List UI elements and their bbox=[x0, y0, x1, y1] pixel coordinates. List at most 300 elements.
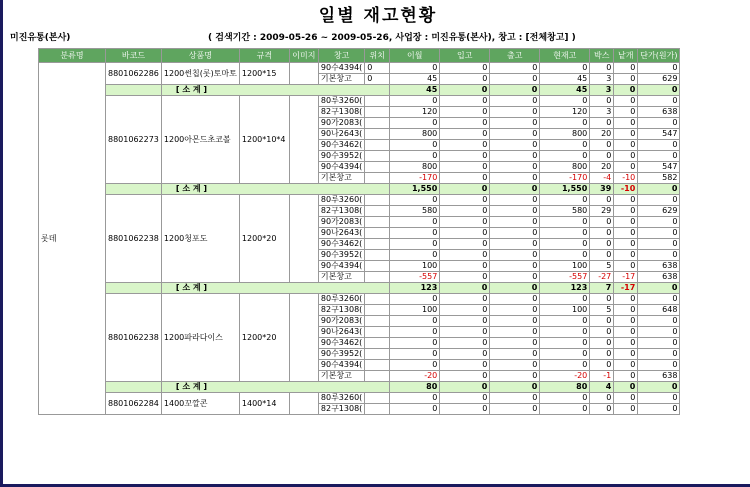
stock-cell: 0 bbox=[540, 140, 590, 151]
subtotal-row[interactable] bbox=[39, 184, 680, 195]
location-cell bbox=[365, 305, 390, 316]
table-row[interactable] bbox=[39, 294, 680, 305]
out-cell: 0 bbox=[490, 228, 540, 239]
warehouse-cell: 90가2083( bbox=[318, 316, 364, 327]
column-header[interactable]: 출고 bbox=[490, 49, 540, 63]
pcs-cell: 0 bbox=[614, 349, 638, 360]
column-header[interactable]: 상품명 bbox=[161, 49, 239, 63]
column-header[interactable]: 현재고 bbox=[540, 49, 590, 63]
stock-cell: 800 bbox=[540, 162, 590, 173]
subtotal-price-cell: 0 bbox=[638, 382, 680, 393]
stock-cell: 0 bbox=[540, 360, 590, 371]
report-title: 일별 재고현황 bbox=[318, 6, 438, 26]
stock-cell: 0 bbox=[540, 294, 590, 305]
out-cell: 0 bbox=[490, 316, 540, 327]
warehouse-cell: 82구1308( bbox=[318, 107, 364, 118]
stock-cell: 120 bbox=[540, 107, 590, 118]
column-header[interactable]: 이월 bbox=[390, 49, 440, 63]
in-cell: 0 bbox=[440, 305, 490, 316]
pcs-cell: 0 bbox=[614, 74, 638, 85]
subtotal-out-cell: 0 bbox=[490, 382, 540, 393]
carry-cell: 0 bbox=[390, 393, 440, 404]
subtotal-pcs-cell: -17 bbox=[614, 283, 638, 294]
carry-cell: 0 bbox=[390, 327, 440, 338]
location-cell bbox=[365, 239, 390, 250]
location-cell bbox=[365, 173, 390, 184]
stock-cell: 0 bbox=[540, 118, 590, 129]
in-cell: 0 bbox=[440, 294, 490, 305]
box-cell: 0 bbox=[590, 404, 614, 415]
location-cell bbox=[365, 151, 390, 162]
price-cell: 0 bbox=[638, 316, 680, 327]
carry-cell: 0 bbox=[390, 360, 440, 371]
warehouse-cell: 기본창고 bbox=[318, 371, 364, 382]
location-cell bbox=[365, 349, 390, 360]
warehouse-cell: 90수4394( bbox=[318, 261, 364, 272]
out-cell: 0 bbox=[490, 272, 540, 283]
location-cell bbox=[365, 316, 390, 327]
in-cell: 0 bbox=[440, 239, 490, 250]
image-cell bbox=[289, 96, 318, 184]
location-cell bbox=[365, 327, 390, 338]
warehouse-cell: 기본창고 bbox=[318, 272, 364, 283]
product-name-cell: 1200파라다이스 bbox=[161, 294, 239, 382]
price-cell: 648 bbox=[638, 305, 680, 316]
pcs-cell: 0 bbox=[614, 305, 638, 316]
subtotal-in-cell: 0 bbox=[440, 283, 490, 294]
price-cell: 0 bbox=[638, 327, 680, 338]
subtotal-in-cell: 0 bbox=[440, 85, 490, 96]
box-cell: 0 bbox=[590, 151, 614, 162]
spec-cell: 1200*20 bbox=[239, 294, 289, 382]
in-cell: 0 bbox=[440, 371, 490, 382]
barcode-cell bbox=[106, 283, 162, 294]
in-cell: 0 bbox=[440, 338, 490, 349]
out-cell: 0 bbox=[490, 151, 540, 162]
price-cell: 0 bbox=[638, 195, 680, 206]
in-cell: 0 bbox=[440, 162, 490, 173]
box-cell: 0 bbox=[590, 195, 614, 206]
barcode-cell: 8801062284 bbox=[106, 393, 162, 415]
price-cell: 0 bbox=[638, 217, 680, 228]
box-cell: 29 bbox=[590, 206, 614, 217]
price-cell: 629 bbox=[638, 74, 680, 85]
pcs-cell: 0 bbox=[614, 327, 638, 338]
warehouse-cell: 90수3952( bbox=[318, 349, 364, 360]
warehouse-cell: 90수4394( bbox=[318, 360, 364, 371]
box-cell: -27 bbox=[590, 272, 614, 283]
out-cell: 0 bbox=[490, 206, 540, 217]
in-cell: 0 bbox=[440, 228, 490, 239]
column-header[interactable]: 창고 bbox=[318, 49, 364, 63]
in-cell: 0 bbox=[440, 151, 490, 162]
stock-cell: 0 bbox=[540, 327, 590, 338]
location-cell: 0 bbox=[365, 74, 390, 85]
pcs-cell: 0 bbox=[614, 151, 638, 162]
table-row[interactable] bbox=[39, 96, 680, 107]
search-conditions: ( 검색기간 : 2009-05-26 ~ 2009-05-26, 사업장 : 미진유통(본사), 창고 : [전체창고] ) bbox=[208, 33, 576, 43]
subtotal-box-cell: 7 bbox=[590, 283, 614, 294]
subtotal-out-cell: 0 bbox=[490, 184, 540, 195]
table-row[interactable] bbox=[39, 393, 680, 404]
box-cell: 5 bbox=[590, 261, 614, 272]
subtotal-row[interactable] bbox=[39, 283, 680, 294]
box-cell: 0 bbox=[590, 316, 614, 327]
price-cell: 629 bbox=[638, 206, 680, 217]
box-cell: 0 bbox=[590, 349, 614, 360]
box-cell: 0 bbox=[590, 118, 614, 129]
carry-cell: -557 bbox=[390, 272, 440, 283]
in-cell: 0 bbox=[440, 217, 490, 228]
pcs-cell: 0 bbox=[614, 261, 638, 272]
box-cell: 0 bbox=[590, 239, 614, 250]
subtotal-out-cell: 0 bbox=[490, 85, 540, 96]
pcs-cell: 0 bbox=[614, 316, 638, 327]
box-cell: -4 bbox=[590, 173, 614, 184]
table-row[interactable] bbox=[39, 195, 680, 206]
location-cell bbox=[365, 162, 390, 173]
subtotal-stock-cell: 45 bbox=[540, 85, 590, 96]
stock-cell: 580 bbox=[540, 206, 590, 217]
location-cell bbox=[365, 140, 390, 151]
subtotal-in-cell: 0 bbox=[440, 184, 490, 195]
price-cell: 0 bbox=[638, 151, 680, 162]
subtotal-label: [ 소 계 ] bbox=[161, 382, 389, 393]
box-cell: 0 bbox=[590, 338, 614, 349]
stock-cell: 0 bbox=[540, 151, 590, 162]
box-cell: 0 bbox=[590, 63, 614, 74]
warehouse-cell: 90수3952( bbox=[318, 151, 364, 162]
location-cell bbox=[365, 129, 390, 140]
subtotal-box-cell: 39 bbox=[590, 184, 614, 195]
location-cell bbox=[365, 118, 390, 129]
category-cell: 롯데 bbox=[39, 63, 106, 415]
stock-cell: -170 bbox=[540, 173, 590, 184]
price-cell: 582 bbox=[638, 173, 680, 184]
carry-cell: 580 bbox=[390, 206, 440, 217]
out-cell: 0 bbox=[490, 371, 540, 382]
image-cell bbox=[289, 63, 318, 85]
in-cell: 0 bbox=[440, 173, 490, 184]
carry-cell: 800 bbox=[390, 162, 440, 173]
barcode-cell bbox=[106, 382, 162, 393]
out-cell: 0 bbox=[490, 360, 540, 371]
column-header[interactable]: 바코드 bbox=[106, 49, 162, 63]
warehouse-cell: 90수3462( bbox=[318, 140, 364, 151]
table-row[interactable] bbox=[39, 63, 680, 74]
subtotal-row[interactable] bbox=[39, 382, 680, 393]
warehouse-cell: 90수3462( bbox=[318, 239, 364, 250]
out-cell: 0 bbox=[490, 393, 540, 404]
pcs-cell: 0 bbox=[614, 239, 638, 250]
subtotal-out-cell: 0 bbox=[490, 283, 540, 294]
in-cell: 0 bbox=[440, 349, 490, 360]
location-cell bbox=[365, 96, 390, 107]
barcode-cell bbox=[106, 85, 162, 96]
inventory-table bbox=[38, 48, 680, 415]
barcode-cell: 8801062286 bbox=[106, 63, 162, 85]
in-cell: 0 bbox=[440, 63, 490, 74]
warehouse-cell: 80루3260( bbox=[318, 195, 364, 206]
pcs-cell: 0 bbox=[614, 129, 638, 140]
spec-cell: 1200*10*4 bbox=[239, 96, 289, 184]
product-name-cell: 1200청포도 bbox=[161, 195, 239, 283]
stock-cell: -20 bbox=[540, 371, 590, 382]
carry-cell: 0 bbox=[390, 349, 440, 360]
in-cell: 0 bbox=[440, 195, 490, 206]
pcs-cell: 0 bbox=[614, 393, 638, 404]
out-cell: 0 bbox=[490, 261, 540, 272]
carry-cell: -20 bbox=[390, 371, 440, 382]
warehouse-cell: 82구1308( bbox=[318, 404, 364, 415]
subtotal-price-cell: 0 bbox=[638, 85, 680, 96]
price-cell: 0 bbox=[638, 338, 680, 349]
subtotal-carry-cell: 123 bbox=[390, 283, 440, 294]
out-cell: 0 bbox=[490, 305, 540, 316]
warehouse-cell: 90가2083( bbox=[318, 217, 364, 228]
location-cell bbox=[365, 294, 390, 305]
price-cell: 0 bbox=[638, 118, 680, 129]
in-cell: 0 bbox=[440, 250, 490, 261]
price-cell: 0 bbox=[638, 393, 680, 404]
out-cell: 0 bbox=[490, 63, 540, 74]
box-cell: 20 bbox=[590, 162, 614, 173]
box-cell: 0 bbox=[590, 393, 614, 404]
warehouse-cell: 90수4394( bbox=[318, 162, 364, 173]
in-cell: 0 bbox=[440, 327, 490, 338]
subtotal-price-cell: 0 bbox=[638, 283, 680, 294]
subtotal-box-cell: 3 bbox=[590, 85, 614, 96]
warehouse-cell: 90나2643( bbox=[318, 228, 364, 239]
carry-cell: 0 bbox=[390, 63, 440, 74]
subtotal-stock-cell: 1,550 bbox=[540, 184, 590, 195]
spec-cell: 1400*14 bbox=[239, 393, 289, 415]
box-cell: 0 bbox=[590, 294, 614, 305]
out-cell: 0 bbox=[490, 239, 540, 250]
in-cell: 0 bbox=[440, 129, 490, 140]
price-cell: 0 bbox=[638, 250, 680, 261]
pcs-cell: 0 bbox=[614, 338, 638, 349]
box-cell: 3 bbox=[590, 74, 614, 85]
barcode-cell: 8801062273 bbox=[106, 96, 162, 184]
box-cell: 0 bbox=[590, 360, 614, 371]
pcs-cell: 0 bbox=[614, 195, 638, 206]
warehouse-cell: 80루3260( bbox=[318, 393, 364, 404]
pcs-cell: 0 bbox=[614, 217, 638, 228]
stock-cell: 0 bbox=[540, 250, 590, 261]
out-cell: 0 bbox=[490, 327, 540, 338]
barcode-cell bbox=[106, 184, 162, 195]
spec-cell: 1200*15 bbox=[239, 63, 289, 85]
subtotal-label: [ 소 계 ] bbox=[161, 283, 389, 294]
out-cell: 0 bbox=[490, 96, 540, 107]
in-cell: 0 bbox=[440, 206, 490, 217]
price-cell: 0 bbox=[638, 349, 680, 360]
in-cell: 0 bbox=[440, 107, 490, 118]
location-cell: 0 bbox=[365, 63, 390, 74]
image-cell bbox=[289, 195, 318, 283]
stock-cell: 0 bbox=[540, 239, 590, 250]
pcs-cell: 0 bbox=[614, 404, 638, 415]
in-cell: 0 bbox=[440, 140, 490, 151]
stock-cell: 0 bbox=[540, 217, 590, 228]
carry-cell: 0 bbox=[390, 239, 440, 250]
price-cell: 0 bbox=[638, 228, 680, 239]
subtotal-pcs-cell: 0 bbox=[614, 382, 638, 393]
warehouse-cell: 90나2643( bbox=[318, 327, 364, 338]
price-cell: 0 bbox=[638, 140, 680, 151]
column-header[interactable]: 낱개 bbox=[614, 49, 638, 63]
carry-cell: 0 bbox=[390, 140, 440, 151]
subtotal-label: [ 소 계 ] bbox=[161, 184, 389, 195]
stock-cell: 100 bbox=[540, 261, 590, 272]
box-cell: 0 bbox=[590, 327, 614, 338]
carry-cell: 0 bbox=[390, 404, 440, 415]
stock-cell: 0 bbox=[540, 96, 590, 107]
subtotal-pcs-cell: -10 bbox=[614, 184, 638, 195]
image-cell bbox=[289, 393, 318, 415]
image-cell bbox=[289, 294, 318, 382]
in-cell: 0 bbox=[440, 261, 490, 272]
carry-cell: 800 bbox=[390, 129, 440, 140]
location-cell bbox=[365, 195, 390, 206]
header-row bbox=[39, 49, 680, 63]
subtotal-stock-cell: 80 bbox=[540, 382, 590, 393]
spec-cell: 1200*20 bbox=[239, 195, 289, 283]
stock-cell: 0 bbox=[540, 349, 590, 360]
subtotal-pcs-cell: 0 bbox=[614, 85, 638, 96]
subtotal-label: [ 소 계 ] bbox=[161, 85, 389, 96]
out-cell: 0 bbox=[490, 140, 540, 151]
stock-cell: 0 bbox=[540, 316, 590, 327]
column-header[interactable]: 박스 bbox=[590, 49, 614, 63]
stock-cell: -557 bbox=[540, 272, 590, 283]
box-cell: 3 bbox=[590, 107, 614, 118]
stock-cell: 0 bbox=[540, 195, 590, 206]
pcs-cell: 0 bbox=[614, 250, 638, 261]
price-cell: 0 bbox=[638, 96, 680, 107]
stock-cell: 0 bbox=[540, 393, 590, 404]
product-name-cell: 1200썬칩(롯)토마토 bbox=[161, 63, 239, 85]
carry-cell: 0 bbox=[390, 151, 440, 162]
out-cell: 0 bbox=[490, 217, 540, 228]
out-cell: 0 bbox=[490, 118, 540, 129]
box-cell: 0 bbox=[590, 96, 614, 107]
out-cell: 0 bbox=[490, 162, 540, 173]
column-header[interactable]: 분류명 bbox=[39, 49, 106, 63]
warehouse-cell: 80루3260( bbox=[318, 96, 364, 107]
price-cell: 547 bbox=[638, 162, 680, 173]
stock-cell: 0 bbox=[540, 63, 590, 74]
pcs-cell: 0 bbox=[614, 96, 638, 107]
warehouse-cell: 90수3462( bbox=[318, 338, 364, 349]
in-cell: 0 bbox=[440, 272, 490, 283]
company-name: 미진유통(본사) bbox=[10, 33, 71, 43]
column-header[interactable]: 위치 bbox=[365, 49, 390, 63]
location-cell bbox=[365, 371, 390, 382]
price-cell: 0 bbox=[638, 294, 680, 305]
out-cell: 0 bbox=[490, 74, 540, 85]
box-cell: 20 bbox=[590, 129, 614, 140]
stock-cell: 100 bbox=[540, 305, 590, 316]
carry-cell: 0 bbox=[390, 316, 440, 327]
location-cell bbox=[365, 107, 390, 118]
subtotal-carry-cell: 1,550 bbox=[390, 184, 440, 195]
pcs-cell: -17 bbox=[614, 272, 638, 283]
price-cell: 638 bbox=[638, 272, 680, 283]
carry-cell: 120 bbox=[390, 107, 440, 118]
location-cell bbox=[365, 272, 390, 283]
warehouse-cell: 기본창고 bbox=[318, 74, 364, 85]
column-header[interactable]: 이미지 bbox=[289, 49, 318, 63]
price-cell: 638 bbox=[638, 107, 680, 118]
in-cell: 0 bbox=[440, 393, 490, 404]
carry-cell: 0 bbox=[390, 294, 440, 305]
price-cell: 547 bbox=[638, 129, 680, 140]
location-cell bbox=[365, 360, 390, 371]
warehouse-cell: 82구1308( bbox=[318, 305, 364, 316]
warehouse-cell: 90수3952( bbox=[318, 250, 364, 261]
pcs-cell: 0 bbox=[614, 294, 638, 305]
in-cell: 0 bbox=[440, 96, 490, 107]
stock-cell: 0 bbox=[540, 228, 590, 239]
column-header[interactable]: 입고 bbox=[440, 49, 490, 63]
carry-cell: -170 bbox=[390, 173, 440, 184]
warehouse-cell: 82구1308( bbox=[318, 206, 364, 217]
product-name-cell: 1400꼬깔콘 bbox=[161, 393, 239, 415]
out-cell: 0 bbox=[490, 294, 540, 305]
box-cell: -1 bbox=[590, 371, 614, 382]
pcs-cell: -10 bbox=[614, 173, 638, 184]
subtotal-row[interactable] bbox=[39, 85, 680, 96]
pcs-cell: 0 bbox=[614, 360, 638, 371]
stock-cell: 0 bbox=[540, 404, 590, 415]
out-cell: 0 bbox=[490, 338, 540, 349]
warehouse-cell: 90수4394( bbox=[318, 63, 364, 74]
warehouse-cell: 90나2643( bbox=[318, 129, 364, 140]
price-cell: 638 bbox=[638, 371, 680, 382]
subtotal-stock-cell: 123 bbox=[540, 283, 590, 294]
out-cell: 0 bbox=[490, 404, 540, 415]
location-cell bbox=[365, 404, 390, 415]
pcs-cell: 0 bbox=[614, 107, 638, 118]
pcs-cell: 0 bbox=[614, 63, 638, 74]
in-cell: 0 bbox=[440, 74, 490, 85]
carry-cell: 0 bbox=[390, 195, 440, 206]
carry-cell: 100 bbox=[390, 305, 440, 316]
table-body bbox=[39, 63, 680, 415]
subtotal-box-cell: 4 bbox=[590, 382, 614, 393]
pcs-cell: 0 bbox=[614, 118, 638, 129]
column-header[interactable]: 단가(원가) bbox=[638, 49, 680, 63]
stock-cell: 0 bbox=[540, 338, 590, 349]
carry-cell: 0 bbox=[390, 338, 440, 349]
carry-cell: 0 bbox=[390, 96, 440, 107]
box-cell: 0 bbox=[590, 217, 614, 228]
carry-cell: 0 bbox=[390, 250, 440, 261]
carry-cell: 0 bbox=[390, 217, 440, 228]
location-cell bbox=[365, 261, 390, 272]
carry-cell: 45 bbox=[390, 74, 440, 85]
in-cell: 0 bbox=[440, 118, 490, 129]
box-cell: 0 bbox=[590, 250, 614, 261]
price-cell: 0 bbox=[638, 360, 680, 371]
out-cell: 0 bbox=[490, 129, 540, 140]
warehouse-cell: 기본창고 bbox=[318, 173, 364, 184]
box-cell: 0 bbox=[590, 140, 614, 151]
column-header[interactable]: 규격 bbox=[239, 49, 289, 63]
out-cell: 0 bbox=[490, 173, 540, 184]
